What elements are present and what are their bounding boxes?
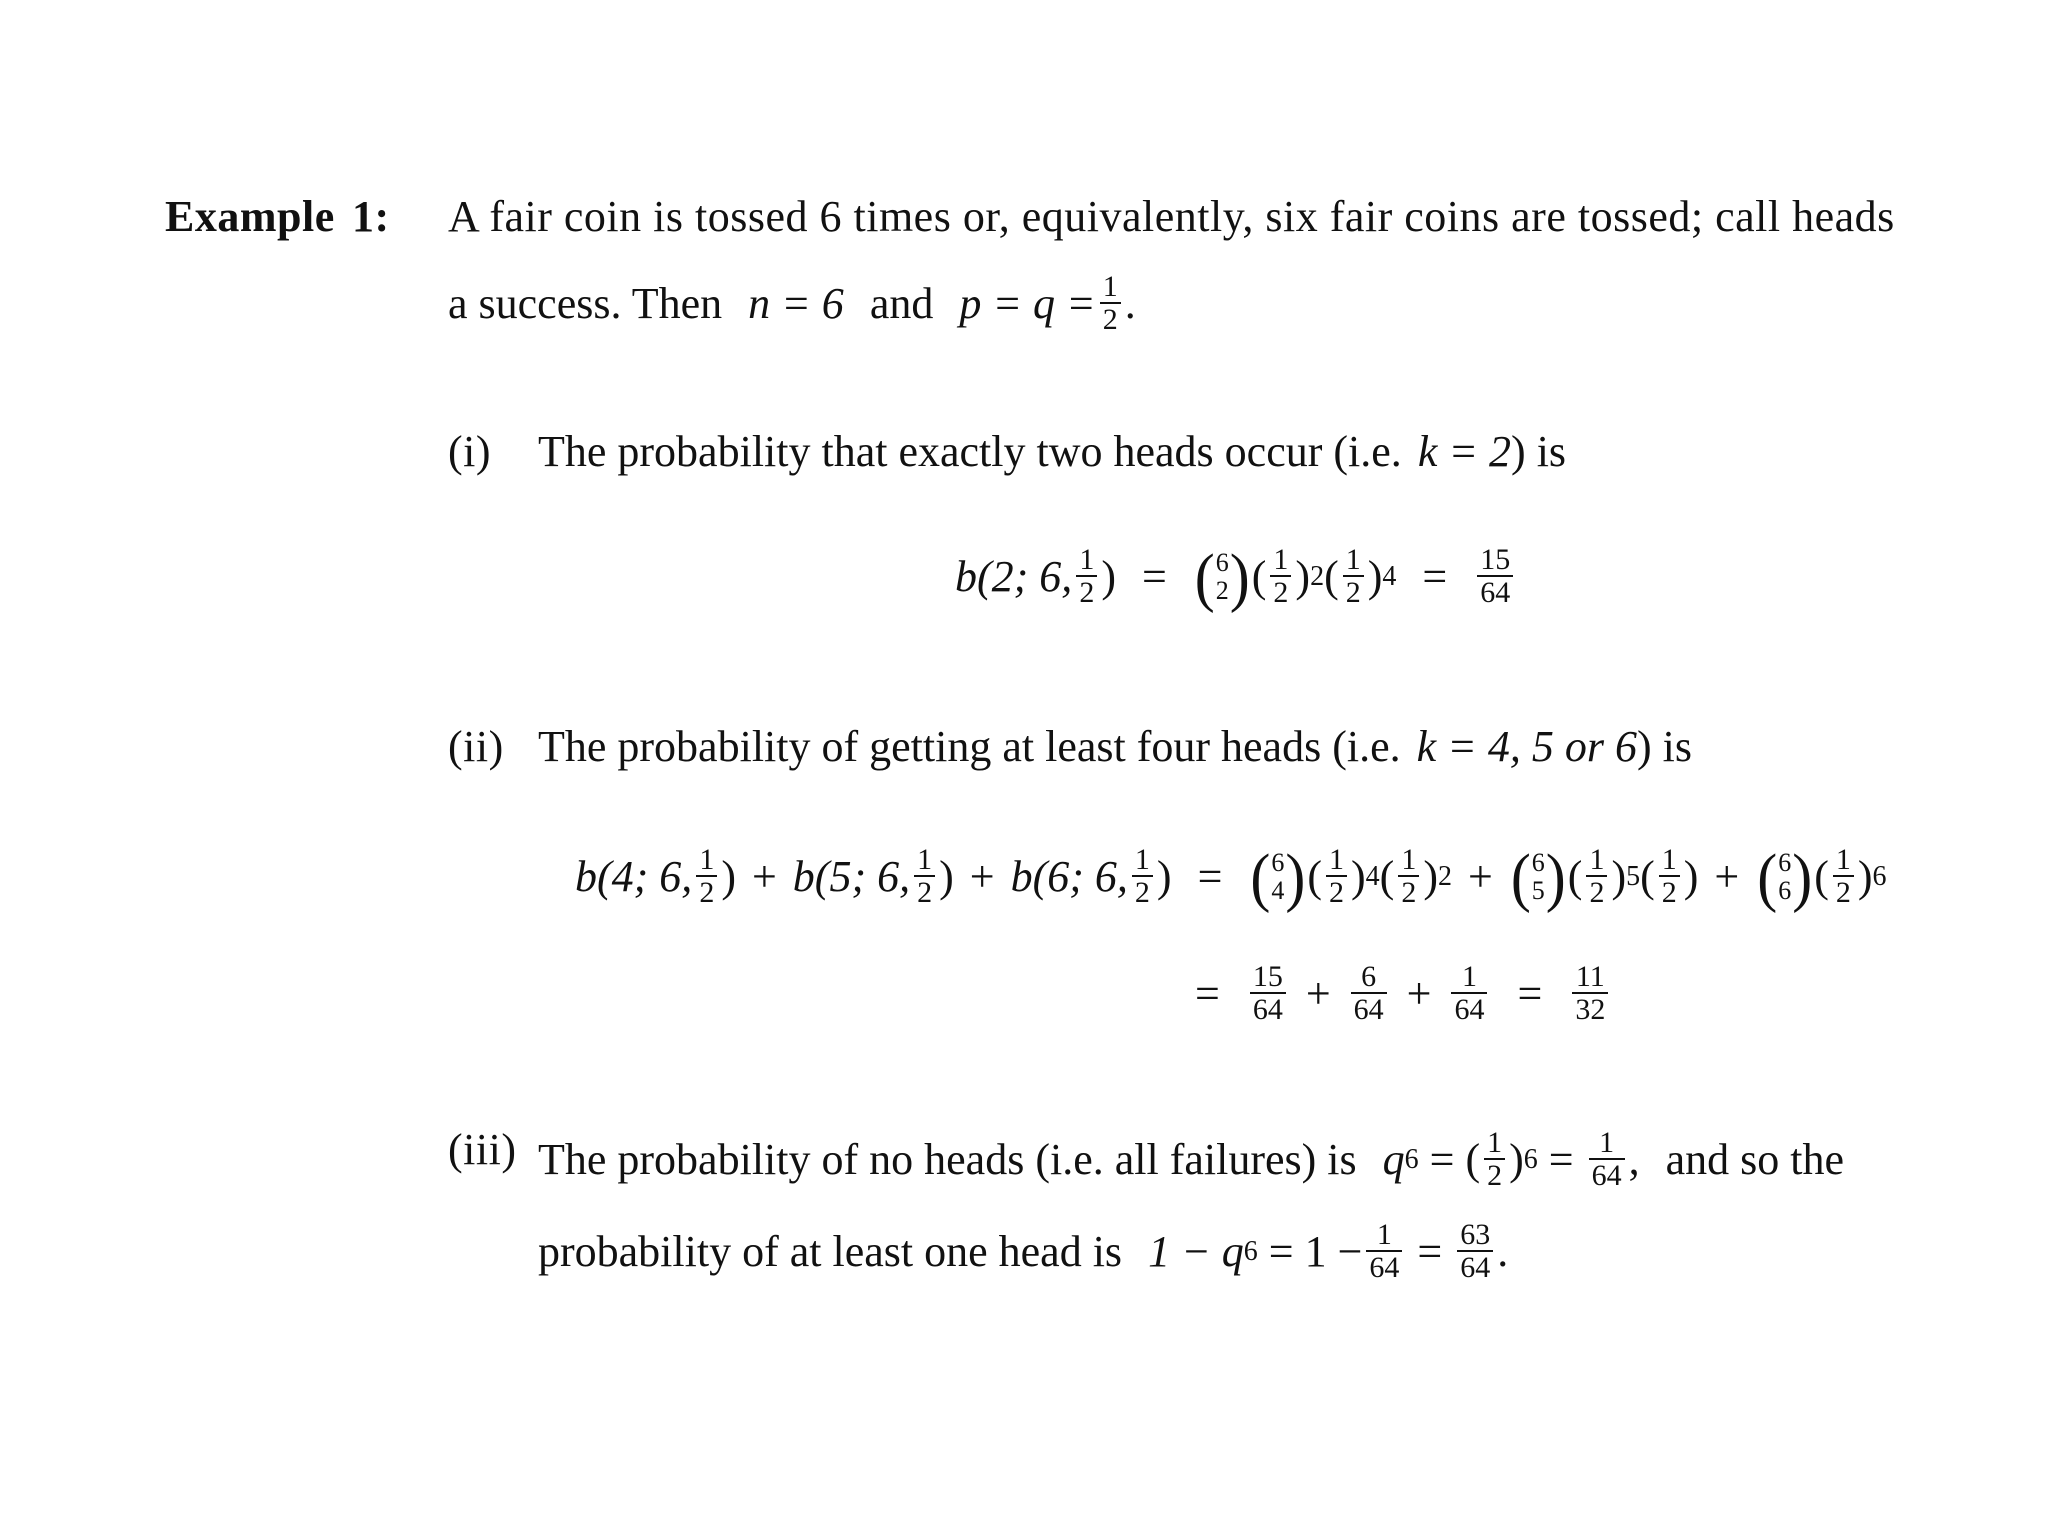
example-statement-line1: A fair coin is tossed 6 times or, equivalently, six fair coins are tossed; call heads — [448, 192, 1895, 241]
n-expression: n = 6 — [748, 278, 844, 328]
line2-text: a success. Then — [448, 278, 723, 328]
part-ii-marker: (ii) — [448, 722, 504, 771]
example-statement-line2: a success. Then n = 6 and p = q = $\frac{1}{2}$ . — [448, 270, 1136, 336]
part-i-marker: (i) — [448, 427, 492, 476]
part-i-result: $\frac{15}{64}$ — [1477, 545, 1513, 608]
part-iii-statement-line2: probability of at least one head is 1 − q 6 = 1 − $\frac{1}{64}$ = $\frac{63}{64}$ . — [538, 1218, 1509, 1284]
part-ii-equation-line1: b(4; 6, $\frac{1}{2}$ ) + b(5; 6, $\frac{1}{2}$ ) + b(6; 6, $\frac{1}{2}$ ) = ( 6 4 ) ( $\frac{1}{2}$ ) 4 ( $\frac{1}{2}$ ) 2 + ( 6 5 ) ( $\frac{1}{2}$ ) 5 ( $\frac{1}{2}$ ) + ( 6 6 ) ( $\frac{1}{2}$ ) 6 — [575, 840, 1887, 913]
part-ii-statement: The probability of getting at least four heads (i.e. k = 4, 5 or 6 ) is — [538, 722, 1692, 771]
part-ii-k: k = 4, 5 or 6 — [1416, 722, 1637, 771]
half-fraction: $\frac{1}{2}$ — [1100, 272, 1121, 335]
part-ii-result: $\frac{11}{32}$ — [1572, 962, 1608, 1025]
part-i-statement: The probability that exactly two heads occur (i.e. k = 2 ) is — [538, 427, 1567, 476]
part-ii-equation-line2: = $\frac{15}{64}$ + $\frac{6}{64}$ + $\frac{1}{64}$ = $\frac{11}{32}$ — [1195, 962, 1612, 1025]
part-i-equation: b(2; 6, $\frac{1}{2}$ ) = ( 6 2 ) ( $\frac{1}{2}$ ) 2 ( $\frac{1}{2}$ ) 4 = $\frac{15}{64}$ — [955, 545, 1517, 608]
part-i-k: k = 2 — [1417, 427, 1512, 476]
part-iii-statement-line1: The probability of no heads (i.e. all failures) is q 6 = ( $\frac{1}{2}$ ) 6 = $\frac{1}{64}$ , and so the — [538, 1126, 1844, 1192]
pq-expression: p = q = — [959, 278, 1096, 328]
and-word: and — [869, 278, 934, 328]
part-iii-marker: (iii) — [448, 1125, 517, 1174]
example-label: Example — [165, 192, 335, 241]
example-number: 1: — [352, 192, 390, 241]
